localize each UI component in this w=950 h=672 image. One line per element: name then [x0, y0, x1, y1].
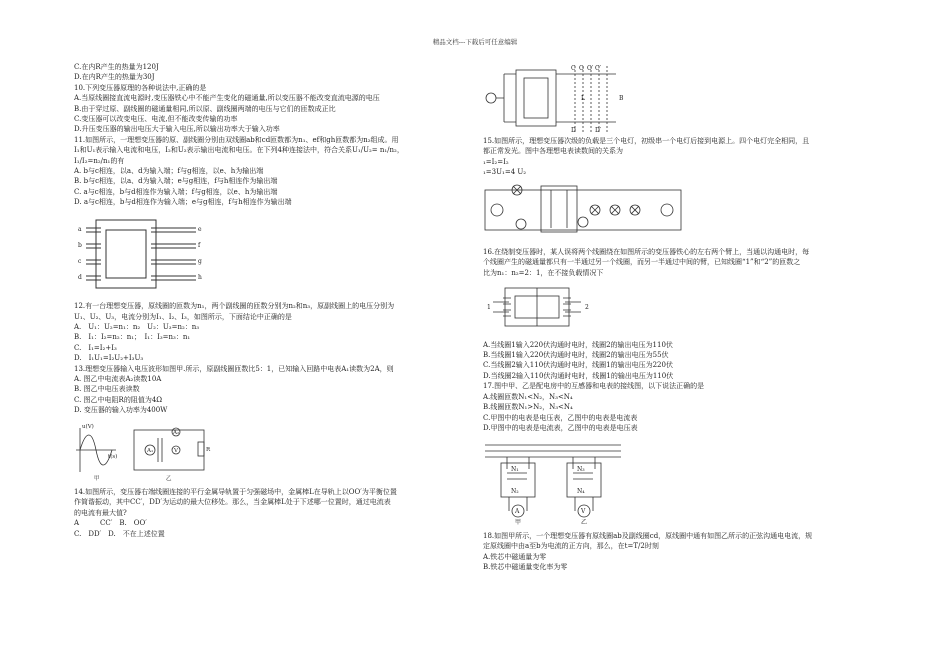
fig13-caption: 乙 [166, 475, 172, 482]
fig13-label: R [206, 446, 211, 453]
text-line: C. 图乙中电阻R的阻值为4Ω [74, 395, 163, 404]
text-line: 17.图中甲、乙是配电房中的互感器和电表的接线图，以下说法正确的是 [483, 382, 705, 391]
text-line: C.甲图中的电表是电压表，乙图中的电表是电流表 [483, 413, 638, 422]
fig16-label: 2 [585, 304, 589, 312]
fig14-label: L [581, 95, 585, 102]
fig11-label: b [78, 241, 82, 249]
text-line: 10.下列变压器原理的各种说法中,正确的是 [74, 83, 207, 92]
text-line: C.变压器可以改变电压、电流,但不能改变传输的功率 [74, 115, 238, 124]
fig16-label: 1 [487, 304, 491, 312]
text-line: 都正常发光。图中各理想电表读数间的关系为 [483, 147, 623, 156]
fig13-label: t(s) [108, 453, 118, 460]
fig11-label: e [198, 225, 202, 233]
q16-text [483, 247, 883, 278]
q13-figure [74, 420, 214, 482]
text-line: D. I₁U₁=I₂U₂+I₃U₃ [74, 354, 144, 363]
text-line: C. a与c相连，b与d相连作为输入端；f与g相连，以e、h为输出端 [74, 187, 278, 196]
text-line: 16.在绕制变压器时，某人误将两个线圈绕在如图所示的变压器铁心的左右两个臂上，当通以沟通电时，每 [483, 248, 810, 257]
fig14-label: C′ [595, 65, 601, 72]
right-column [483, 136, 883, 572]
text-line: 11.如图所示，一理想变压器的原、副线圈分别由双线圈ab和cd匝数都为n₁、ef和gh匝数都为n₂组成。用 [74, 135, 399, 144]
text-line: C.在内R产生的热量为120J [74, 63, 159, 71]
fig17-caption: 甲 [515, 519, 522, 526]
fig11-label: h [198, 273, 202, 281]
text-line: A.线圈匝数N₁<N₂，N₃<N₄ [483, 392, 573, 401]
fig11-label: c [78, 257, 82, 265]
text-line: 作简谐振动，其中CC′，DD′为运动的最大位移处。那么，当金属棒L处于下述哪一位置时，通过电流表 [74, 498, 391, 507]
fig11-label: g [198, 257, 202, 265]
text-line: C.当线圈2输入110伏沟通时电时，线圈1的输出电压为220伏 [483, 361, 673, 370]
text-line: A.铁芯中磁通量为零 [483, 552, 547, 561]
text-line: C. DD′ D. 不在上述位置 [74, 529, 165, 538]
fig17-label: N₁ [511, 466, 519, 474]
fig13-label: u(V) [82, 423, 94, 430]
text-line: A.当线圈1输入220伏沟通时电时，线圈2的输出电压为110伏 [483, 340, 673, 349]
fig14-label: D [571, 127, 576, 134]
text-line: A. 图乙中电流表A₂读数10A [74, 374, 162, 383]
q12-13-text [74, 301, 474, 415]
q14-rails-figure [483, 62, 633, 134]
fig11-label: f [198, 241, 201, 249]
text-line: 个线圈产生的磁通量都只有一半通过另一个线圈，而另一半通过中间的臂，已知线圈“1”和“2”的匝数之 [483, 258, 801, 267]
text-line: C. I₁=I₂+I₃ [74, 343, 117, 352]
text-line: B. I₁：I₂=n₂：n₁； I₁：I₃=n₃：n₁ [74, 333, 191, 342]
q18-text [483, 531, 883, 573]
fig17-label: N₂ [511, 488, 519, 496]
text-line: 14.如图所示，变压器右端线圈连接的平行金属导轨置于匀强磁场中，金属棒L在导轨上以OO′为平衡位置 [74, 487, 397, 496]
fig14-label: B [619, 95, 624, 102]
text-line: 的电流有最大值? [74, 508, 127, 517]
text-line: B. b与c相连，以a、d为输入端；e与g相连，f与h相连作为输出端 [74, 177, 278, 186]
fig13-label: A₁ [147, 447, 154, 454]
q15-circuit-figure [483, 182, 683, 238]
text-line: ₁=3U₁=4 U₂ [483, 168, 527, 177]
fig14-label: O [579, 65, 584, 72]
text-line: D.在内R产生的热量为30J [74, 73, 155, 82]
text-line: B. 图乙中电压表读数 [74, 385, 140, 394]
text-line: 13.理想变压器输入电压波形如图甲.所示，原副线圈匝数比5：1，已知输入回路中电表A₁读数为2A，则 [74, 364, 394, 373]
q16-17-options [483, 340, 883, 434]
text-line: I₁/I₂=n₂/n₁的有 [74, 156, 125, 165]
q15-text [483, 136, 883, 178]
text-line: D.升压变压器的输出电压大于输入电压,所以输出功率大于输入功率 [74, 125, 280, 134]
fig17-label: N₄ [577, 488, 585, 496]
text-line: U₁、U₂、U₃，电流分别为I₁、I₂、I₃，如图所示，下面结论中正确的是 [74, 312, 292, 321]
fig14-label: C [571, 65, 576, 72]
q17-transformers-figure [483, 437, 623, 525]
text-line: 12.有一台理想变压器，原线圈的匝数为n₁，两个副线圈的匝数分别为n₂和n₃，原副线圈上的电压分别为 [74, 302, 395, 311]
fig17-label: N₃ [577, 466, 585, 474]
q16-core-figure [485, 282, 595, 332]
text-line: 15.如图所示，理想变压器次级的负载是三个电灯，初级串一个电灯后接到电源上。四个电灯完全相同，且 [483, 137, 810, 145]
q9-10-11-text [74, 62, 474, 208]
fig17-caption: 乙 [581, 519, 588, 526]
text-line: A. U₁：U₂=n₁：n₂ U₂：U₃=n₂：n₃ [74, 322, 200, 331]
text-line: A CC′ B. OO′ [74, 519, 147, 528]
text-line: B.当线圈1输入220伏沟通时电时，线圈2的输出电压为55伏 [483, 351, 669, 360]
text-line: B.铁芯中磁通量变化率为零 [483, 562, 568, 571]
text-line: 定原线圈中由a至b为电流的正方向，那么，在t=T/2时刻 [483, 542, 659, 551]
text-line: 比为n₁：n₂=2：1，在不接负载情况下 [483, 268, 604, 277]
text-line: I₁和U₁表示输入电流和电压，I₂和U₂表示输出电流和电压。在下列4种连接法中，符合关系U₁/U₂= n₁/n₂， [74, 146, 404, 155]
text-line: A. b与c相连，以a、d为输入端；f与g相连，以e、h为输出端 [74, 167, 264, 176]
text-line: A.当原线圈接直流电源时,变压器铁心中不能产生变化的磁通量,所以变压器不能改变直流电源的电压 [74, 94, 380, 103]
q14-text [74, 487, 474, 539]
q11-transformer-figure [76, 214, 206, 294]
text-line: D. a与c相连，b与d相连作为输入端；e与g相连，f与h相连作为输出端 [74, 198, 292, 207]
fig17-meter: A [515, 508, 520, 516]
page-header: 精品文档---下载后可任意编辑 [432, 38, 518, 46]
fig14-label: D′ [595, 127, 602, 134]
text-line: D.甲图中的电表是电流表，乙图中的电表是电压表 [483, 423, 638, 432]
text-line: B.由于穿过原、副线圈的磁通量相同,所以原、副线圈两端的电压与它们的匝数成正比 [74, 104, 336, 113]
fig17-meter: V [581, 508, 586, 516]
text-line: 18.如图甲所示，一个理想变压器有原线圈ab及副线圈cd，原线圈中通有如图乙所示的正弦沟通电电流，规 [483, 531, 813, 540]
text-line: ₁=I₂=I₂ [483, 157, 509, 166]
fig13-label: V [174, 447, 178, 454]
text-line: D. 变压器的输入功率为400W [74, 406, 168, 415]
fig11-label: d [78, 273, 82, 281]
fig13-label: A₂ [173, 429, 180, 436]
text-line: B.线圈匝数N₁>N₂，N₃<N₄ [483, 403, 573, 412]
fig11-label: a [78, 225, 82, 233]
text-line: D.当线圈2输入110伏沟通时电时，线圈1的输出电压为110伏 [483, 371, 674, 380]
left-column [74, 62, 474, 539]
fig14-label: O′ [587, 65, 594, 72]
fig13-caption: 甲 [94, 475, 100, 482]
